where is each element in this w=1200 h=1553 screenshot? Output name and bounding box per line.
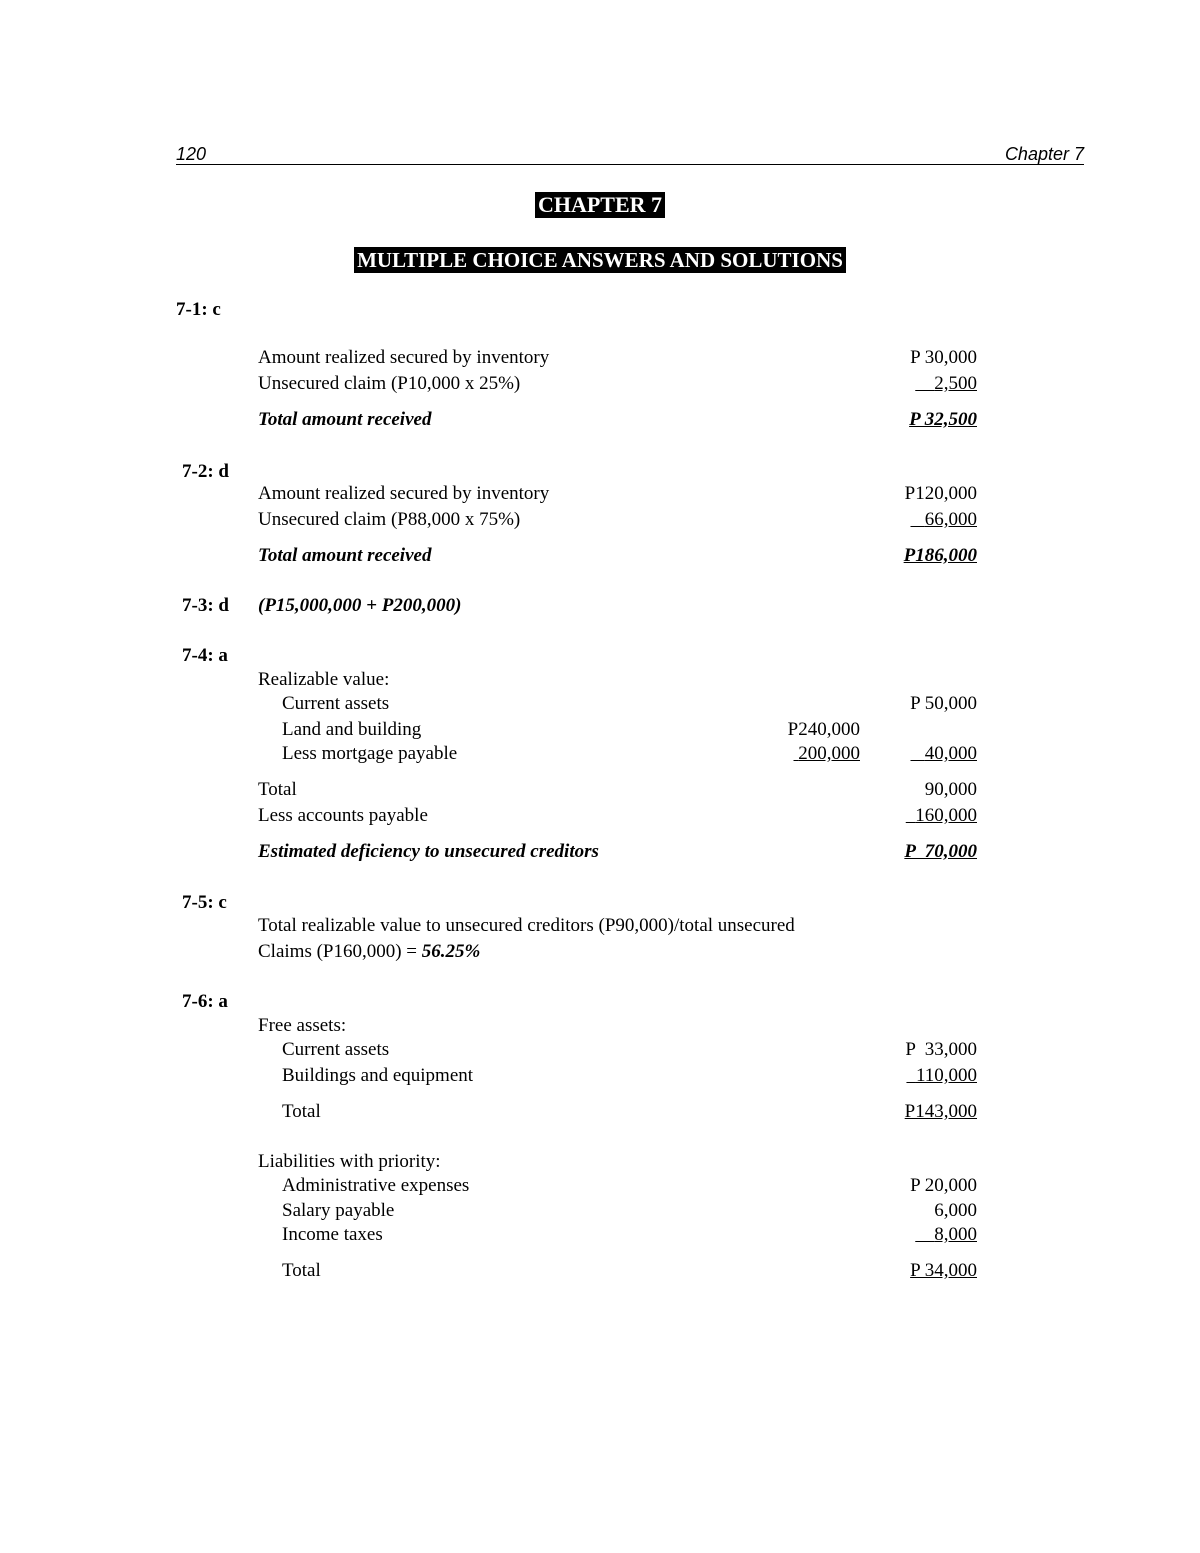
- q4-mortgage-value: 200,000: [798, 743, 860, 764]
- q4-total-label: Total: [258, 779, 297, 800]
- q6-priority-total-value: P 34,000: [910, 1260, 977, 1281]
- q6-free-heading: Free assets:: [258, 1015, 347, 1036]
- q1-row1-value: P 30,000: [910, 347, 977, 368]
- q4-ap-value: 160,000: [915, 805, 977, 826]
- q4-current-assets-value: P 50,000: [910, 693, 977, 714]
- q1-row2-value: 2,500: [934, 373, 977, 394]
- page-header: [176, 144, 1084, 165]
- q4-land-label: Land and building: [282, 719, 422, 740]
- q1-row1-label: Amount realized secured by inventory: [258, 347, 550, 368]
- answer-label-7-6: 7-6: a: [182, 991, 228, 1012]
- q4-current-assets-label: Current assets: [282, 693, 390, 714]
- answer-label-7-3: 7-3: d: [182, 595, 229, 616]
- q6-salary-label: Salary payable: [282, 1200, 395, 1221]
- q6-priority-total-label: Total: [282, 1260, 321, 1281]
- chapter-label: Chapter 7: [1004, 144, 1084, 164]
- q4-ap-label: Less accounts payable: [258, 805, 428, 826]
- section-title: [0, 247, 1200, 273]
- q6-free-total-label: Total: [282, 1101, 321, 1122]
- q6-tax-label: Income taxes: [282, 1224, 383, 1245]
- q2-row1-value: P120,000: [904, 483, 977, 504]
- q4-net-value: 40,000: [924, 743, 977, 764]
- q3-text: (P15,000,000 + P200,000): [258, 595, 462, 616]
- chapter-title-text: CHAPTER 7: [535, 192, 665, 218]
- q5-line2: Claims (P160,000) = 56.25%: [258, 941, 481, 962]
- q6-current-assets-label: Current assets: [282, 1039, 390, 1060]
- answer-label-7-5: 7-5: c: [182, 892, 227, 913]
- q2-row2-label: Unsecured claim (P88,000 x 75%): [258, 509, 521, 530]
- q2-row1-label: Amount realized secured by inventory: [258, 483, 550, 504]
- q6-admin-label: Administrative expenses: [282, 1175, 470, 1196]
- page-number: 120: [176, 144, 207, 164]
- q6-priority-heading: Liabilities with priority:: [258, 1151, 441, 1172]
- q1-total-value: P 32,500: [909, 409, 977, 430]
- q6-buildings-label: Buildings and equipment: [282, 1065, 474, 1086]
- chapter-title: [0, 192, 1200, 218]
- q6-free-total-value: P143,000: [904, 1101, 977, 1122]
- q6-current-assets-value: P 33,000: [905, 1039, 977, 1060]
- q6-tax-value: 8,000: [934, 1224, 977, 1245]
- q4-land-value: P240,000: [787, 719, 860, 740]
- q4-heading: Realizable value:: [258, 669, 390, 690]
- q5-line1: Total realizable value to unsecured creditors (P90,000)/total unsecured: [258, 915, 795, 936]
- q2-total-label: Total amount received: [258, 545, 432, 566]
- q1-total-label: Total amount received: [258, 409, 432, 430]
- q2-total-value: P186,000: [903, 545, 977, 566]
- q4-total-value: 90,000: [924, 779, 977, 800]
- q6-salary-value: 6,000: [934, 1200, 977, 1221]
- q2-row2-value: 66,000: [924, 509, 977, 530]
- answer-label-7-4: 7-4: a: [182, 645, 228, 666]
- q4-mortgage-label: Less mortgage payable: [282, 743, 458, 764]
- q6-admin-value: P 20,000: [910, 1175, 977, 1196]
- q1-row2-label: Unsecured claim (P10,000 x 25%): [258, 373, 521, 394]
- answer-label-7-2: 7-2: d: [182, 461, 229, 482]
- q5-result: 56.25%: [421, 941, 481, 962]
- q4-deficiency-label: Estimated deficiency to unsecured creditors: [258, 841, 599, 862]
- q6-buildings-value: 110,000: [915, 1065, 977, 1086]
- q4-deficiency-value: P 70,000: [904, 841, 977, 862]
- answer-label-7-1: 7-1: c: [176, 299, 221, 320]
- section-title-text: MULTIPLE CHOICE ANSWERS AND SOLUTIONS: [354, 247, 846, 273]
